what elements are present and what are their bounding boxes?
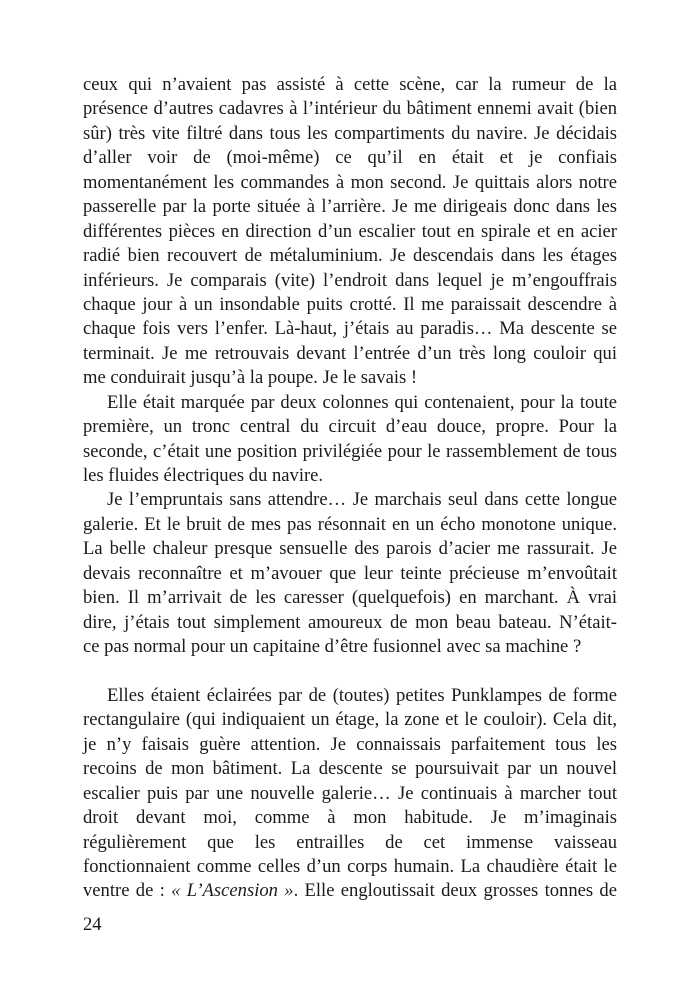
text-line: fonctionnaient comme celles d’un corps humain. La chaudière était le bbox=[83, 856, 617, 877]
text-line: Je l’empruntais sans attendre… Je marchais seul dans cette longue bbox=[107, 489, 617, 511]
text-line: première, un tronc central du circuit d’eau douce, propre. Pour la bbox=[83, 416, 617, 438]
text-line: radié bien recouvert de métaluminium. Je descendais dans les étages bbox=[83, 245, 617, 267]
text-line: Elle était marquée par deux colonnes qui contenaient, pour la toute bbox=[107, 391, 617, 413]
text-line: La belle chaleur presque sensuelle des parois d’acier me rassurait. Je bbox=[83, 538, 617, 560]
page-body-text bbox=[83, 73, 617, 904]
text-line: rectangulaire (qui indiquaient un étage, la zone et le couloir). Cela dit, bbox=[83, 709, 617, 731]
text-line: momentanément les commandes à mon second. Je quittais alors notre bbox=[83, 171, 617, 193]
text-line: galerie. Et le bruit de mes pas résonnait en un écho monotone unique. bbox=[83, 513, 617, 535]
text-line: les fluides électriques du navire. bbox=[83, 465, 324, 486]
text-line: dire, j’étais tout simplement amoureux de mon beau bateau. N’était- bbox=[83, 611, 617, 633]
italic-title: « L’Ascension » bbox=[171, 880, 294, 902]
text-line: d’aller voir de (moi-même) ce qu’il en était et je confiais bbox=[83, 147, 617, 169]
text-line: ceux qui n’avaient pas assisté à cette scène, car la rumeur de la bbox=[83, 74, 617, 95]
paragraph bbox=[83, 73, 617, 391]
text-line: chaque fois vers l’enfer. Là-haut, j’étais au paradis… Ma descente se bbox=[83, 318, 617, 340]
blank-line bbox=[83, 660, 617, 684]
paragraph bbox=[83, 488, 617, 659]
text-segment: ventre de : bbox=[83, 880, 172, 902]
paragraph bbox=[83, 684, 617, 904]
text-line: terminait. Je me retrouvais devant l’entrée d’un très long couloir qui bbox=[83, 342, 617, 364]
paragraph bbox=[83, 391, 617, 489]
text-line: sûr) très vite filtré dans tous les compartiments du navire. Je décidais bbox=[83, 122, 617, 144]
text-line: me conduirait jusqu’à la poupe. Je le savais ! bbox=[83, 367, 418, 389]
text-line: devais reconnaître et m’avouer que leur teinte précieuse m’envoûtait bbox=[83, 562, 617, 584]
text-segment: . Elle engloutissait deux grosses tonnes de bbox=[293, 880, 617, 902]
text-line: seconde, c’était une position privilégiée pour le rassemblement de tous bbox=[83, 440, 617, 462]
text-line: différentes pièces en direction d’un escalier tout en spirale et en acier bbox=[83, 220, 617, 242]
text-line: inférieurs. Je comparais (vite) l’endroit dans lequel je m’engouffrais bbox=[83, 269, 617, 291]
text-line: ce pas normal pour un capitaine d’être fusionnel avec sa machine ? bbox=[83, 636, 582, 658]
text-line: escalier puis par une nouvelle galerie… Je continuais à marcher tout bbox=[83, 782, 617, 804]
text-line: Elles étaient éclairées par de (toutes) petites Punklampes de forme bbox=[107, 684, 617, 706]
text-line: régulièrement que les entrailles de cet immense vaisseau bbox=[83, 831, 617, 853]
text-line bbox=[83, 879, 617, 903]
text-line: bien. Il m’arrivait de les caresser (quelquefois) en marchant. À vrai bbox=[83, 587, 617, 609]
text-line: je n’y faisais guère attention. Je connaissais parfaitement tous les bbox=[83, 733, 617, 755]
text-line: présence d’autres cadavres à l’intérieur du bâtiment ennemi avait (bien bbox=[83, 98, 617, 120]
text-line: passerelle par la porte située à l’arrière. Je me dirigeais donc dans les bbox=[83, 196, 617, 218]
text-line: droit devant moi, comme à mon habitude. Je m’imaginais bbox=[83, 807, 617, 829]
page-number: 24 bbox=[83, 914, 102, 935]
text-line: chaque jour à un insondable puits crotté. Il me paraissait descendre à bbox=[83, 293, 617, 315]
text-line: recoins de mon bâtiment. La descente se poursuivait par un nouvel bbox=[83, 758, 617, 780]
